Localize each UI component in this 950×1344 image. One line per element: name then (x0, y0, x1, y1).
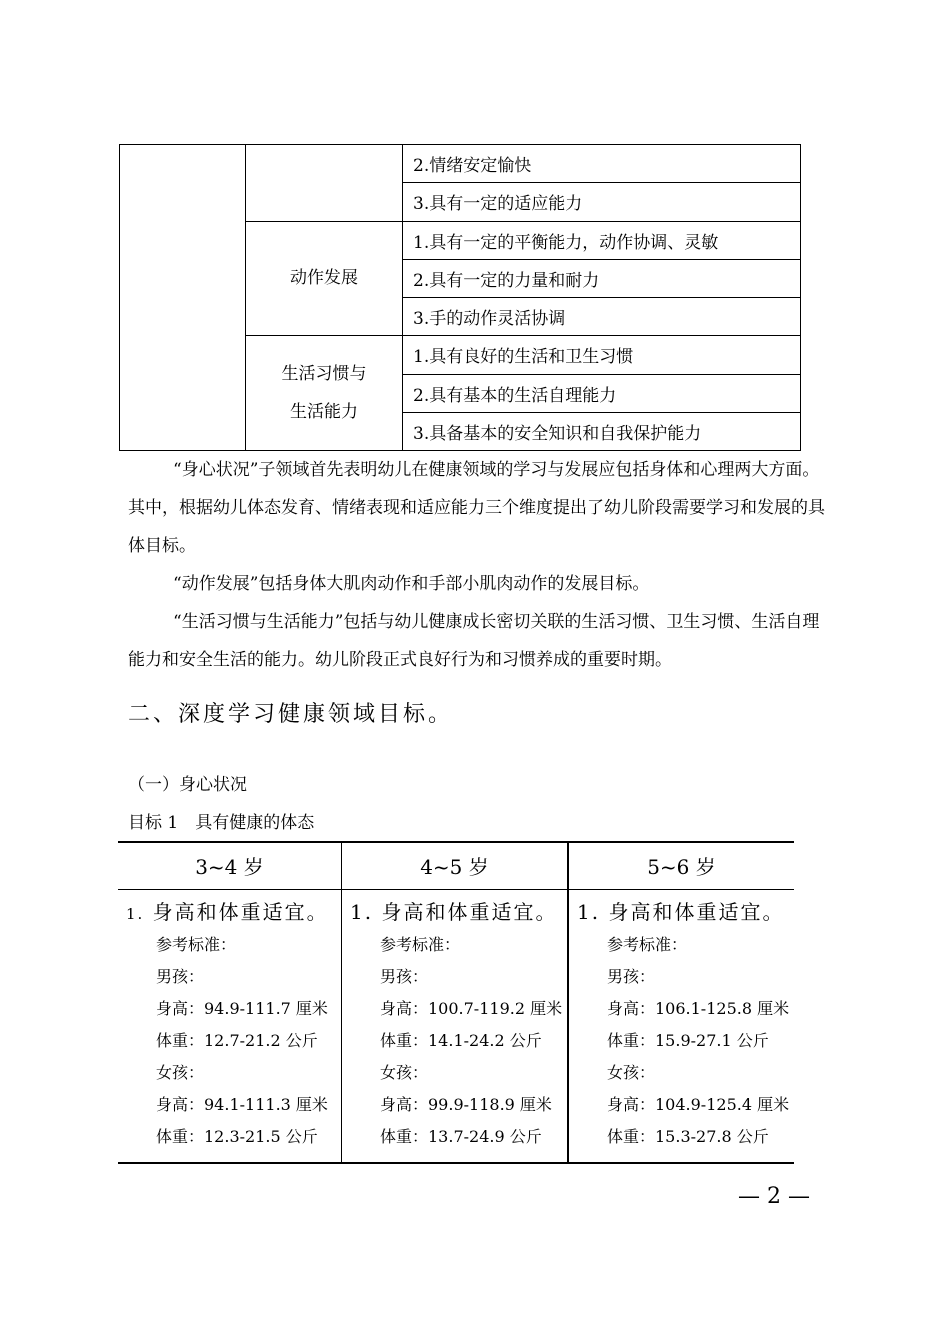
item-title: 身高和体重适宜。 (152, 900, 329, 924)
item-number: 1. (350, 900, 374, 924)
table-top-rule (118, 841, 794, 843)
domain-cell (120, 145, 246, 451)
boy-label: 男孩： (607, 967, 656, 986)
age-column-5-6 (577, 896, 789, 1153)
item-title: 身高和体重适宜。 (608, 900, 785, 924)
age-column-4-5 (350, 896, 562, 1153)
goal-heading (577, 896, 789, 925)
girl-height: 身高：104.9-125.4 厘米 (607, 1095, 790, 1114)
age-header-5-6: 5~6 岁 (647, 855, 716, 879)
paragraph-habits: “生活习惯与生活能力”包括与幼儿健康成长密切关联的生活习惯、卫生习惯、生活自理能力和安全生活的能力。幼儿阶段正式良好行为和习惯养成的重要时期。 (128, 612, 820, 670)
girl-height: 身高：94.1-111.3 厘米 (156, 1095, 328, 1114)
boy-weight: 体重：12.7-21.2 公斤 (156, 1031, 318, 1050)
column-divider (567, 841, 569, 1164)
age-column-3-4 (126, 896, 329, 1153)
goal-item: 2.情绪安定愉快 (403, 145, 801, 183)
boy-weight: 体重：15.9-27.1 公斤 (607, 1031, 769, 1050)
boy-height: 身高：94.9-111.7 厘米 (156, 999, 328, 1018)
table-bottom-rule (118, 1162, 794, 1164)
goal-item: 1.具有一定的平衡能力，动作协调、灵敏 (403, 221, 801, 259)
item-number: 1. (577, 900, 601, 924)
table-header-rule (118, 889, 794, 890)
goal-heading (350, 896, 562, 925)
section-heading: 二、深度学习健康领域目标。 (128, 702, 454, 727)
goal-item: 3.具有一定的适应能力 (403, 183, 801, 221)
boy-weight: 体重：14.1-24.2 公斤 (380, 1031, 542, 1050)
girl-weight: 体重：13.7-24.9 公斤 (380, 1127, 542, 1146)
girl-height: 身高：99.9-118.9 厘米 (380, 1095, 552, 1114)
girl-label: 女孩： (156, 1063, 205, 1082)
subdomain-cell-emotion (246, 145, 403, 222)
reference-label: 参考标准： (380, 935, 461, 954)
girl-label: 女孩： (380, 1063, 429, 1082)
goal-heading (126, 896, 329, 925)
reference-label: 参考标准： (156, 935, 237, 954)
boy-height: 身高：100.7-119.2 厘米 (380, 999, 563, 1018)
goal-item: 2.具有一定的力量和耐力 (403, 259, 801, 297)
subdomain-motor: 动作发展 (246, 221, 403, 336)
girl-weight: 体重：15.3-27.8 公斤 (607, 1127, 769, 1146)
goal-item: 3.具备基本的安全知识和自我保护能力 (403, 412, 801, 450)
age-header-4-5: 4~5 岁 (420, 855, 489, 879)
girl-label: 女孩： (607, 1063, 656, 1082)
girl-weight: 体重：12.3-21.5 公斤 (156, 1127, 318, 1146)
subdomain-habits (246, 336, 403, 451)
goal-title: 目标 1 具有健康的体态 (128, 813, 315, 833)
goal-item: 2.具有基本的生活自理能力 (403, 374, 801, 412)
boy-label: 男孩： (156, 967, 205, 986)
goals-table (119, 144, 801, 451)
goal-item: 1.具有良好的生活和卫生习惯 (403, 336, 801, 374)
subsection-heading: （一）身心状况 (128, 775, 247, 795)
paragraph-motor: “动作发展”包括身体大肌肉动作和手部小肌肉动作的发展目标。 (173, 574, 650, 594)
paragraph-physical-mental: “身心状况”子领域首先表明幼儿在健康领域的学习与发展应包括身体和心理两大方面。其中，根据幼儿体态发育、情绪表现和适应能力三个维度提出了幼儿阶段需要学习和发展的具体目标。 (128, 460, 825, 556)
item-title: 身高和体重适宜。 (381, 900, 558, 924)
subdomain-habits-line1: 生活习惯与 (281, 364, 367, 385)
page-number: — 2 — (738, 1184, 810, 1209)
item-number: 1. (126, 905, 145, 923)
goal-item: 3.手的动作灵活协调 (403, 298, 801, 336)
age-header-3-4: 3~4 岁 (195, 855, 264, 879)
boy-height: 身高：106.1-125.8 厘米 (607, 999, 790, 1018)
subdomain-habits-line2: 生活能力 (290, 402, 358, 423)
reference-label: 参考标准： (607, 935, 688, 954)
age-table (118, 841, 794, 1165)
column-divider (341, 841, 342, 1164)
boy-label: 男孩： (380, 967, 429, 986)
